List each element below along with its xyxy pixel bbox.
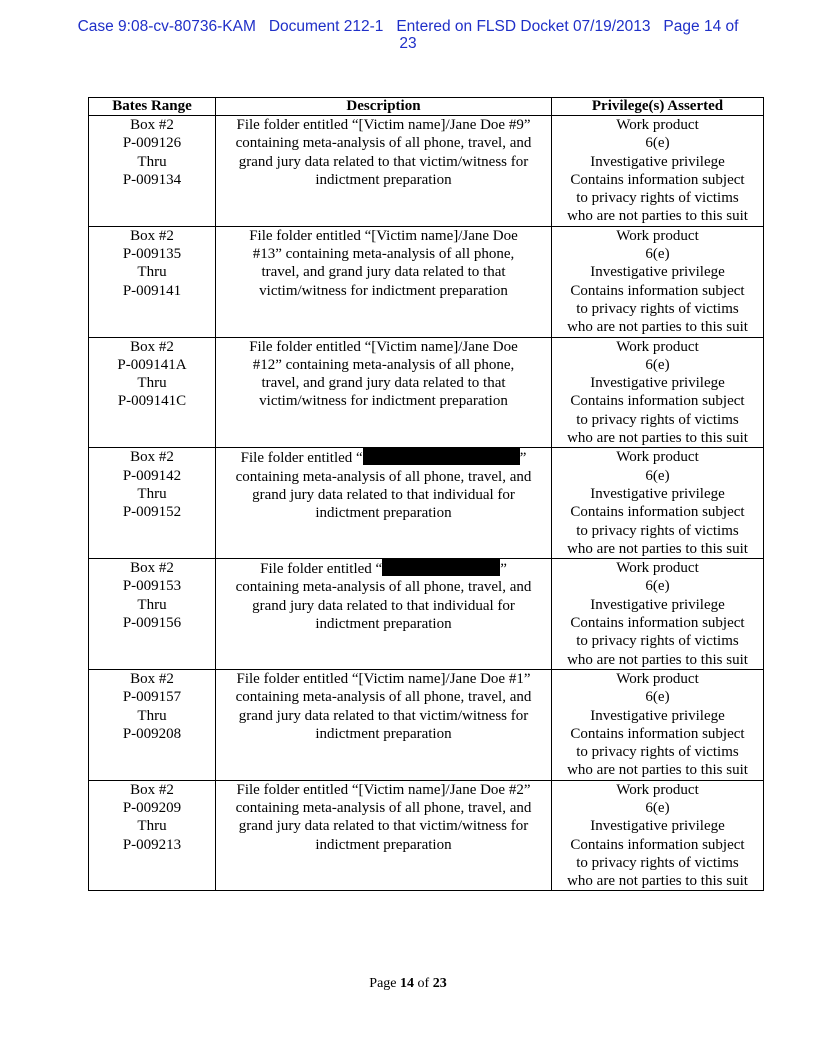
bates-range-cell [89,780,216,891]
privilege-line: 6(e) [645,246,670,263]
footer-prefix: Page [369,976,401,991]
description-line: File folder entitled “[Victim name]/Jane Doe [249,338,518,355]
privileges-cell [552,780,764,891]
bates-line: P-009209 [122,799,182,816]
privilege-line: Work product [616,227,699,244]
description-close-quote: ” [500,561,507,578]
table-header-row [89,98,764,116]
docket-header-line-2: 23 [399,35,417,52]
privileges-cell [552,116,764,227]
privilege-line: who are not parties to this suit [567,208,748,225]
bates-line: P-009142 [122,467,182,484]
description-line: victim/witness for indictment preparation [259,282,508,299]
bates-line: Box #2 [130,670,174,687]
docket-header [60,18,756,52]
privilege-line: Work product [616,449,699,466]
description-first-line [218,448,549,467]
privilege-line: Investigative privilege [590,153,725,170]
description-line: grand jury data related to that victim/witness for [238,153,529,170]
privilege-line: 6(e) [645,689,670,706]
footer-total-pages: 23 [432,976,447,991]
privilege-line: Work product [616,560,699,577]
bates-line: P-009126 [122,135,182,152]
description-line: containing meta-analysis of all phone, travel, and [235,579,532,596]
privileges-cell [552,669,764,780]
column-header-description: Description [216,98,552,116]
privilege-line: 6(e) [645,799,670,816]
table-row [89,226,764,337]
privilege-line: Investigative privilege [590,818,725,835]
description-line: File folder entitled “[Victim name]/Jane Doe #1” [236,670,531,687]
column-header-bates-range: Bates Range [89,98,216,116]
description-line: containing meta-analysis of all phone, travel, and [235,799,532,816]
description-cell [216,669,552,780]
privilege-line: Contains information subject [570,836,745,853]
privilege-line: Contains information subject [570,171,745,188]
bates-line: Thru [137,596,167,613]
privilege-line: Contains information subject [570,725,745,742]
bates-line: Thru [137,375,167,392]
bates-line: P-009208 [122,725,182,742]
description-line: containing meta-analysis of all phone, travel, and [235,135,532,152]
privilege-line: Investigative privilege [590,596,725,613]
bates-line: Box #2 [130,338,174,355]
bates-line: Thru [137,153,167,170]
description-line: #12” containing meta-analysis of all phone, [252,356,515,373]
bates-range-cell [89,448,216,559]
table-row [89,780,764,891]
privilege-line: Contains information subject [570,504,745,521]
privilege-line: Contains information subject [570,393,745,410]
bates-line: P-009213 [122,836,182,853]
description-line: File folder entitled “[Victim name]/Jane Doe #2” [236,781,531,798]
description-cell [216,448,552,559]
description-line: victim/witness for indictment preparation [259,393,508,410]
bates-line: P-009141A [117,356,187,373]
bates-range-cell [89,337,216,448]
description-cell [216,337,552,448]
privilege-line: to privacy rights of victims [576,411,739,428]
description-line: travel, and grand jury data related to that [261,264,506,281]
description-line: travel, and grand jury data related to that [261,375,506,392]
description-line: containing meta-analysis of all phone, travel, and [235,468,532,485]
bates-line: Box #2 [130,560,174,577]
table-row [89,669,764,780]
privilege-line: Work product [616,338,699,355]
bates-line: Thru [137,818,167,835]
footer-current-page: 14 [400,976,415,991]
privilege-line: who are not parties to this suit [567,540,748,557]
bates-range-cell [89,116,216,227]
docket-header-line-1: Case 9:08-cv-80736-KAM Document 212-1 Entered on FLSD Docket 07/19/2013 Page 14 of [77,18,739,35]
bates-line: Thru [137,707,167,724]
privilege-line: who are not parties to this suit [567,430,748,447]
privilege-line: to privacy rights of victims [576,300,739,317]
description-line: indictment preparation [315,836,452,853]
footer-middle: of [414,976,433,991]
privilege-line: who are not parties to this suit [567,762,748,779]
privileges-cell [552,448,764,559]
table-row [89,337,764,448]
description-line: indictment preparation [315,616,452,633]
bates-line: Thru [137,264,167,281]
page-footer [0,976,816,992]
description-line: indictment preparation [315,505,452,522]
privilege-line: Contains information subject [570,615,745,632]
privilege-line: Investigative privilege [590,375,725,392]
description-line: #13” containing meta-analysis of all phone, [252,246,515,263]
privilege-line: Investigative privilege [590,707,725,724]
table-row [89,448,764,559]
privileges-cell [552,559,764,670]
description-line: containing meta-analysis of all phone, travel, and [235,689,532,706]
description-lead: File folder entitled “ [260,561,383,578]
description-line: grand jury data related to that victim/witness for [238,707,529,724]
description-line: indictment preparation [315,171,452,188]
privilege-line: Contains information subject [570,282,745,299]
privilege-log-table [88,97,764,891]
bates-line: P-009141C [117,393,187,410]
bates-line: Thru [137,485,167,502]
bates-line: Box #2 [130,117,174,133]
privilege-line: to privacy rights of victims [576,854,739,871]
privilege-line: to privacy rights of victims [576,633,739,650]
bates-line: P-009141 [122,282,182,299]
description-cell [216,226,552,337]
privilege-line: 6(e) [645,467,670,484]
description-first-line [218,559,549,578]
bates-line: P-009134 [122,171,182,188]
privilege-line: to privacy rights of victims [576,522,739,539]
description-cell [216,116,552,227]
bates-line: P-009135 [122,246,182,263]
description-cell [216,559,552,670]
privilege-line: who are not parties to this suit [567,651,748,668]
privilege-line: 6(e) [645,135,670,152]
description-line: grand jury data related to that individual for [252,597,515,614]
column-header-privileges: Privilege(s) Asserted [552,98,764,116]
privilege-line: 6(e) [645,356,670,373]
privilege-line: to privacy rights of victims [576,190,739,207]
description-line: grand jury data related to that individual for [252,486,515,503]
privilege-line: who are not parties to this suit [567,873,748,890]
description-line: File folder entitled “[Victim name]/Jane Doe [249,227,518,244]
redaction-bar [382,559,500,576]
bates-line: P-009156 [122,615,182,632]
privileges-cell [552,226,764,337]
description-line: grand jury data related to that victim/witness for [238,818,529,835]
privilege-line: Investigative privilege [590,485,725,502]
table-row [89,116,764,227]
bates-line: P-009157 [122,689,182,706]
bates-range-cell [89,226,216,337]
bates-line: P-009153 [122,578,182,595]
description-lead: File folder entitled “ [240,450,363,467]
privilege-line: who are not parties to this suit [567,319,748,336]
bates-line: Box #2 [130,227,174,244]
privilege-line: Work product [616,781,699,798]
bates-range-cell [89,559,216,670]
bates-line: Box #2 [130,781,174,798]
privilege-line: to privacy rights of victims [576,744,739,761]
table-row [89,559,764,670]
description-line: indictment preparation [315,725,452,742]
privilege-line: Work product [616,117,699,133]
bates-line: Box #2 [130,449,174,466]
redaction-bar [363,448,520,465]
bates-range-cell [89,669,216,780]
privilege-line: Investigative privilege [590,264,725,281]
privileges-cell [552,337,764,448]
description-line: File folder entitled “[Victim name]/Jane Doe #9” [236,117,531,133]
privilege-line: 6(e) [645,578,670,595]
description-cell [216,780,552,891]
bates-line: P-009152 [122,504,182,521]
privilege-line: Work product [616,670,699,687]
description-close-quote: ” [519,450,527,467]
